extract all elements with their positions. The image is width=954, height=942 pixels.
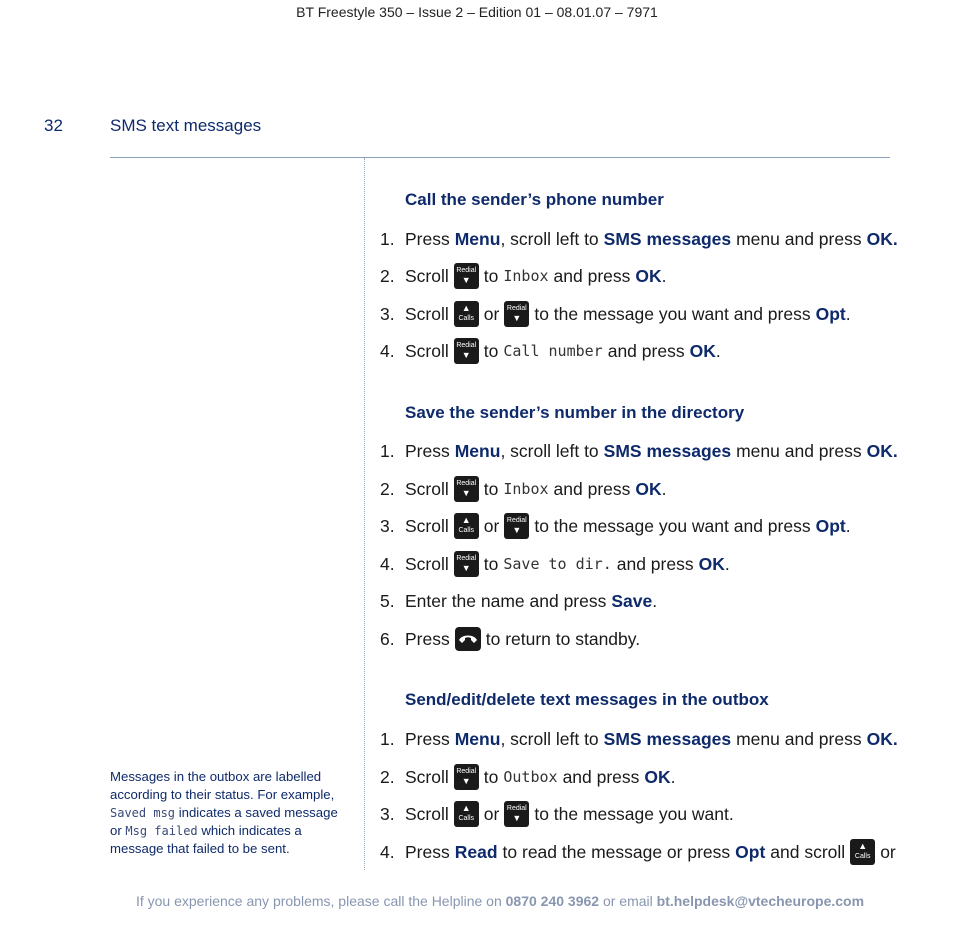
redial-down-key-icon: Redial ▼ [504, 301, 529, 327]
note-code-msg-failed: Msg failed [125, 824, 198, 838]
note-code-saved-msg: Saved msg [110, 806, 176, 820]
step-save-5: 5. Enter the name and press Save . [380, 590, 658, 611]
calls-up-key-icon: ▲ Calls [454, 301, 479, 327]
header-divider [110, 157, 890, 158]
heading-save-sender: Save the sender’s number in the directory [405, 403, 745, 422]
column-divider [364, 158, 365, 870]
redial-down-key-icon: Redial ▼ [504, 801, 529, 827]
step-call-3: 3. Scroll ▲ Calls or Redial ▼ to the message you want and press Opt . [380, 300, 900, 328]
heading-outbox: Send/edit/delete text messages in the outbox [405, 690, 769, 709]
note-text-1: Messages in the outbox are labelled according to their status. For example, [110, 769, 335, 802]
end-call-key-icon [455, 627, 481, 651]
step-save-1: 1. Press Menu , scroll left to SMS messages menu and press OK. [380, 440, 898, 461]
note-text-3: which indicates a message that failed to be sent. [110, 823, 302, 856]
page-section-title: SMS text messages [110, 116, 262, 135]
heading-call-sender: Call the sender’s phone number [405, 190, 664, 209]
document-reference: BT Freestyle 350 – Issue 2 – Edition 01 – 08.01.07 – 7971 [296, 4, 658, 20]
step-call-4: 4. Scroll Redial ▼ to Call number and press OK . [380, 337, 900, 365]
step-outbox-4: 4. Press Read to read the message or press Opt and scroll ▲ Calls or [380, 838, 900, 866]
step-outbox-1: 1. Press Menu , scroll left to SMS messages menu and press OK. [380, 728, 898, 749]
step-save-3: 3. Scroll ▲ Calls or Redial ▼ to the message you want and press Opt . [380, 512, 900, 540]
step-save-6: 6. Press to return to standby. [380, 625, 900, 653]
step-save-4: 4. Scroll Redial ▼ to Save to dir. and press OK . [380, 550, 900, 578]
outbox-status-note [110, 768, 350, 858]
redial-down-key-icon: Redial ▼ [504, 513, 529, 539]
helpline-footer: If you experience any problems, please call the Helpline on 0870 240 3962 or email bt.helpdesk@vtecheurope.com [135, 893, 865, 909]
redial-down-key-icon: Redial ▼ [454, 476, 479, 502]
helpline-phone: 0870 240 3962 [505, 893, 600, 909]
redial-down-key-icon: Redial ▼ [454, 764, 479, 790]
calls-up-key-icon: ▲ Calls [454, 801, 479, 827]
helpdesk-email: bt.helpdesk@vtecheurope.com [656, 893, 865, 909]
step-outbox-3: 3. Scroll ▲ Calls or Redial ▼ to the message you want. [380, 800, 900, 828]
redial-down-key-icon: Redial ▼ [454, 338, 479, 364]
step-call-2: 2. Scroll Redial ▼ to Inbox and press OK . [380, 262, 900, 290]
calls-up-key-icon: ▲ Calls [850, 839, 875, 865]
redial-down-key-icon: Redial ▼ [454, 551, 479, 577]
step-call-1: 1. Press Menu , scroll left to SMS messages menu and press OK. [380, 228, 898, 249]
redial-down-key-icon: Redial ▼ [454, 263, 479, 289]
page-number: 32 [44, 116, 63, 135]
step-outbox-2: 2. Scroll Redial ▼ to Outbox and press OK . [380, 763, 900, 791]
calls-up-key-icon: ▲ Calls [454, 513, 479, 539]
note-text-2: indicates a saved message or [110, 805, 338, 838]
step-save-2: 2. Scroll Redial ▼ to Inbox and press OK . [380, 475, 900, 503]
